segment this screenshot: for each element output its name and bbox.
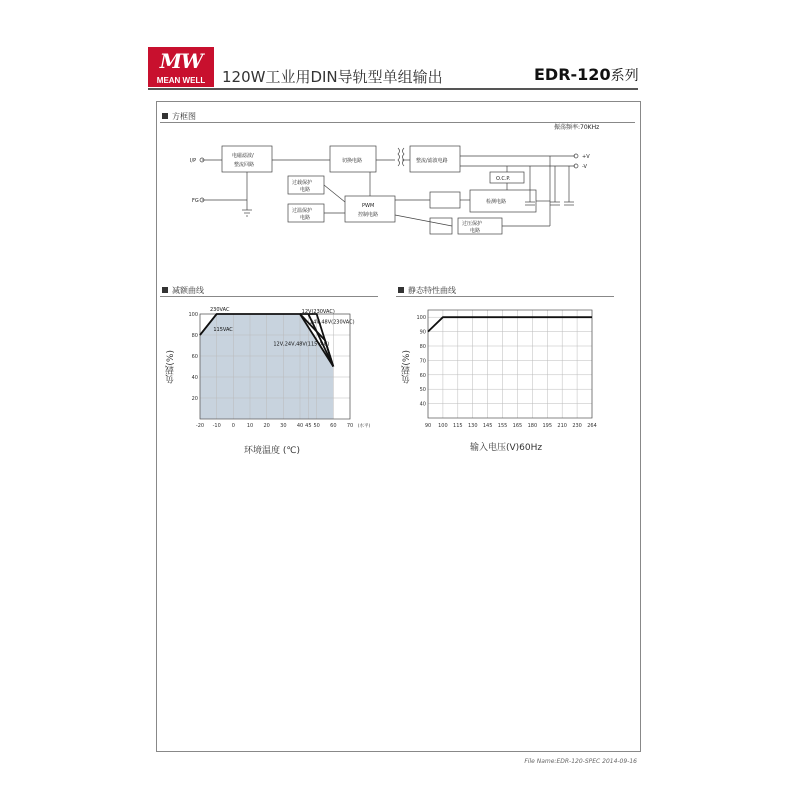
static-y-tick: 70	[419, 358, 426, 365]
model-title	[534, 65, 639, 85]
static-y-tick: 60	[419, 372, 426, 379]
file-name-footer: File Name:EDR-120-SPEC 2014-09-16	[524, 758, 637, 765]
static-x-tick: 155	[497, 423, 508, 429]
mean-well-logo	[148, 47, 214, 87]
derating-y-tick: 80	[191, 333, 198, 339]
static-plot-frame	[428, 310, 592, 418]
derating-annotation: 115VAC	[213, 326, 233, 333]
static-title: 静态特性曲线	[408, 286, 456, 295]
model-name: EDR-120	[534, 65, 611, 84]
derating-x-tick: -10	[212, 423, 221, 429]
derating-annotation: 12V,24V,48V(115VAC)	[273, 341, 330, 348]
static-x-tick: 115	[453, 423, 463, 429]
model-suffix: 系列	[610, 68, 639, 84]
static-x-tick: 90	[424, 423, 432, 429]
otp-label-2: 电路	[300, 215, 311, 221]
heading-marker	[398, 287, 404, 293]
static-xlabel: 输入电压(V)60Hz	[470, 443, 543, 453]
derating-x-tick: 50	[313, 423, 320, 429]
derating-xlabel: 环境温度 (℃)	[244, 446, 300, 456]
derating-x-tick: 30	[280, 423, 287, 429]
block-diagram-heading	[162, 111, 196, 122]
derating-x-tick: 60	[330, 423, 337, 429]
static-x-tick: 100	[438, 423, 448, 429]
derating-x-tick: -20	[195, 423, 205, 429]
ovp-label-1: 过载保护	[292, 180, 313, 186]
derating-x-tick: 70	[346, 423, 354, 429]
vplus-label: +V	[582, 154, 590, 160]
static-x-tick: 145	[482, 423, 493, 429]
derating-heading	[162, 285, 204, 296]
rectifier-label: 整流/滤波电路	[416, 158, 448, 164]
emi-label-1: 电磁滤波/	[232, 153, 254, 159]
detect-label: 检测电路	[486, 199, 507, 205]
pwm-block	[345, 196, 395, 222]
pwm-label-2: 控制电路	[358, 212, 379, 218]
heading-marker	[162, 287, 168, 293]
static-y-tick: 100	[416, 315, 426, 322]
static-y-tick: 80	[419, 344, 426, 350]
derating-rule	[160, 296, 378, 297]
derating-x-tick: 10	[246, 423, 254, 429]
derating-annotation: 230VAC	[210, 306, 230, 313]
static-x-tick: 180	[527, 423, 538, 429]
page-title: 120W工业用DIN导轨型单组输出	[222, 68, 443, 86]
ovp-label-2: 电路	[300, 187, 311, 193]
static-y-tick: 90	[419, 329, 426, 336]
logo-mw-text: MW	[159, 49, 203, 73]
static-chart	[412, 300, 612, 436]
derating-x-unit: (水平)	[357, 424, 371, 429]
emi-filter-block	[222, 146, 272, 172]
derating-y-tick: 40	[191, 375, 198, 381]
static-x-tick: 165	[512, 423, 523, 429]
static-x-tick: 264	[587, 423, 597, 429]
static-series-line	[428, 317, 592, 331]
otp-label-1: 过温保护	[292, 208, 313, 214]
vminus-label: -V	[582, 164, 587, 170]
derating-annotation: 12V(230VAC)	[301, 308, 335, 315]
switch-label: 切换电路	[342, 158, 363, 164]
static-x-tick: 130	[467, 423, 478, 429]
ovp2-label-2: 电路	[470, 228, 481, 234]
fg-label: FG	[192, 198, 199, 204]
static-x-tick: 230	[572, 423, 582, 429]
pwm-label-1: PWM	[362, 203, 375, 209]
ip-label: I/P	[190, 158, 197, 164]
derating-x-tick: 20	[263, 423, 270, 429]
derating-ylabel: 负载(%)	[166, 350, 176, 384]
block-diagram	[190, 140, 610, 240]
header-rule	[148, 88, 638, 90]
static-y-tick: 50	[419, 387, 426, 394]
derating-x-tick: 40	[296, 423, 304, 429]
ovp2-label-1: 过压保护	[462, 221, 483, 227]
static-y-tick: 40	[419, 401, 426, 408]
ocp-label: O.C.P.	[496, 176, 511, 182]
opto-coupler-1	[430, 192, 460, 208]
static-heading	[398, 285, 456, 296]
logo-brand-text: MEAN WELL	[156, 76, 206, 85]
static-x-tick: 195	[542, 423, 553, 429]
derating-annotation: 24V,48V(230VAC)	[310, 319, 355, 326]
static-rule	[396, 296, 614, 297]
derating-y-tick: 100	[188, 312, 198, 318]
derating-title: 减额曲线	[172, 286, 204, 295]
static-ylabel: 负载(%)	[402, 350, 412, 384]
derating-y-tick: 60	[191, 354, 198, 360]
opto-coupler-2	[430, 218, 452, 234]
block-diagram-title: 方框图	[172, 112, 196, 121]
oscillation-frequency: 振荡频率:70KHz	[554, 124, 600, 131]
derating-chart	[188, 306, 388, 436]
derating-x-tick: 45	[305, 423, 312, 429]
heading-marker	[162, 113, 168, 119]
static-x-tick: 210	[557, 423, 567, 429]
derating-y-tick: 20	[191, 396, 198, 402]
emi-label-2: 整流回路	[234, 162, 255, 168]
derating-x-tick: 0	[231, 423, 235, 429]
